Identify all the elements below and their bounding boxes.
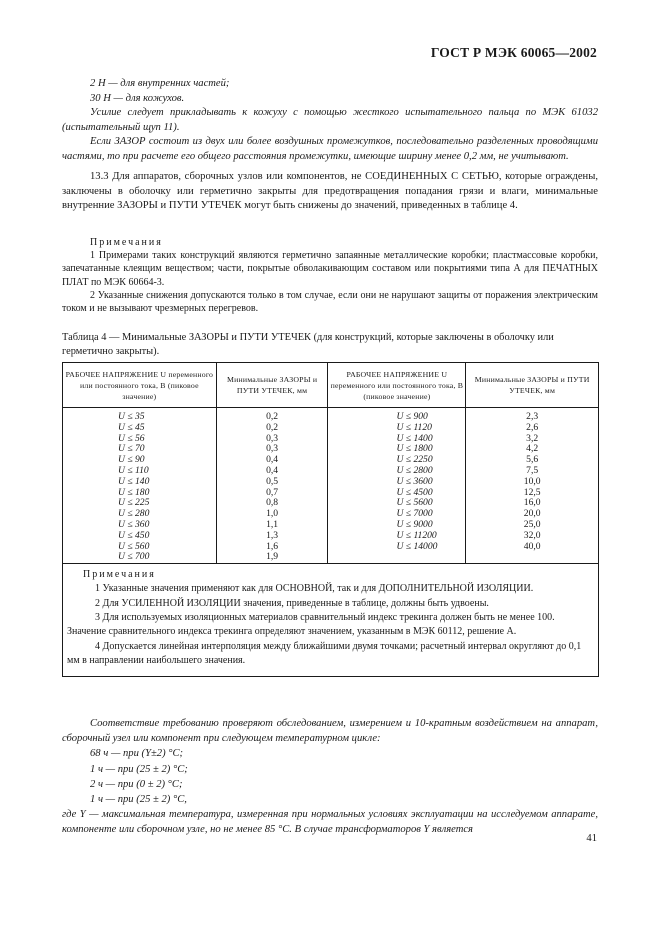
table-cell: 1,1 xyxy=(266,518,279,530)
table-cell: U ≤ 1120 xyxy=(396,421,432,433)
table-cell: U ≤ 2800 xyxy=(396,464,433,476)
table-cell: U ≤ 1800 xyxy=(396,443,433,455)
table-cell: 4,2 xyxy=(526,443,539,455)
table-cell: 0,5 xyxy=(266,475,279,487)
table-cell: U ≤ 280 xyxy=(118,508,150,520)
table-cell: U ≤ 1400 xyxy=(396,432,433,444)
table-cell: U ≤ 35 xyxy=(118,411,145,422)
intro-line-3: Усилие следует прикладывать к кожуху с помощью жесткого испытательного пальца по МЭК 61032 (испытательный щуп 11). xyxy=(62,107,598,133)
cycle-step-1: 68 ч — при (Y±2) °С; xyxy=(90,748,184,760)
table-cell: U ≤ 90 xyxy=(118,454,145,466)
document-header: ГОСТ Р МЭК 60065—2002 xyxy=(430,45,597,60)
table-cell: U ≤ 56 xyxy=(118,432,145,444)
table-cell: 40,0 xyxy=(523,540,541,552)
table-cell: 1,3 xyxy=(266,529,279,541)
table-cell: 1,9 xyxy=(266,551,279,563)
header-distance-left: Минимальные ЗАЗОРЫ и ПУТИ УТЕЧЕК, мм xyxy=(216,363,328,408)
table-note-2: 2 Для УСИЛЕННОЙ ИЗОЛЯЦИИ значения, приведенные в таблице, должны быть удвоены. xyxy=(95,597,489,609)
cycle-step-4: 1 ч — при (25 ± 2) °С, xyxy=(90,794,187,806)
table-cell: 5,6 xyxy=(526,454,539,466)
table-notes xyxy=(63,564,599,677)
notes-top-1: 1 Примерами таких конструкций являются герметично запаянные металлические коробки; пластмассовые коробки, запечатанные клеящим веществом; части, покрытые обволакивающим составом или покрытиями типа А для ПЕЧАТНЫХ ПЛАТ по МЭК 60664-3. xyxy=(62,250,598,288)
table-cell: U ≤ 7000 xyxy=(396,508,433,520)
header-voltage-left: РАБОЧЕЕ НАПРЯЖЕНИЕ U переменного или постоянного тока, В (пиковое значение) xyxy=(63,363,217,408)
table-cell: 0,2 xyxy=(266,411,279,422)
table-cell: U ≤ 450 xyxy=(118,529,150,541)
table-cell: 0,2 xyxy=(266,421,279,433)
table-cell: U ≤ 11200 xyxy=(396,529,437,541)
where-text: где Y — максимальная температура, измеренная при нормальных условиях эксплуатации на исследуемом аппарате, компоненте или сборочном узле, но не менее 85 °С. В случае трансформаторов Y является xyxy=(62,809,598,836)
cycle-step-2: 1 ч — при (25 ± 2) °С; xyxy=(90,763,188,775)
table-cell: 0,8 xyxy=(266,497,279,509)
table-cell: U ≤ 2250 xyxy=(396,454,433,466)
table-cell: 0,3 xyxy=(266,443,279,455)
table-cell: 0,3 xyxy=(266,432,279,444)
table-cell: 20,0 xyxy=(523,508,541,520)
intro-line-2: 30 Н — для кожухов. xyxy=(90,92,185,104)
notes-top-title: Примечания xyxy=(90,237,163,248)
table-cell: 7,5 xyxy=(526,464,539,476)
table-cell: 25,0 xyxy=(523,518,541,530)
intro-line-1: 2 Н — для внутренних частей; xyxy=(90,78,230,89)
compliance-block xyxy=(62,716,598,838)
intro-line-4: Если ЗАЗОР состоит из двух или более воздушных промежутков, последовательно разделенных проводящими частями, то при расчете его общего расстояния промежутки, имеющие ширину менее 0,2 мм, не учитывают. xyxy=(62,136,598,162)
header-distance-right: Минимальные ЗАЗОРЫ и ПУТИ УТЕЧЕК, мм xyxy=(466,363,599,408)
table-caption: Таблица 4 — Минимальные ЗАЗОРЫ и ПУТИ УТЕЧЕК (для конструкций, которые заключены в оболочку или герметично закрыты). xyxy=(62,332,554,357)
table-cell: U ≤ 14000 xyxy=(396,540,438,552)
table-cell: U ≤ 180 xyxy=(118,486,150,498)
table-cell: 3,2 xyxy=(526,432,539,444)
table-cell: U ≤ 140 xyxy=(118,475,150,487)
header-voltage-right: РАБОЧЕЕ НАПРЯЖЕНИЕ U переменного или постоянного тока, В (пиковое значение) xyxy=(328,363,466,408)
page-number: 41 xyxy=(586,833,597,844)
table-cell: 32,0 xyxy=(523,529,541,541)
notes-top xyxy=(62,236,598,315)
table-4 xyxy=(62,362,599,677)
left-distance-column xyxy=(216,408,328,564)
table-note-3: 3 Для используемых изоляционных материалов сравнительный индекс трекинга должен быть не менее 100. Значение сравнительного индекса трекинга определяют значением, указанным в МЭК 60112, решение А. xyxy=(67,612,555,638)
table-notes-row xyxy=(63,564,599,677)
table-notes-title: Примечания xyxy=(83,569,156,581)
left-voltage-column xyxy=(63,408,217,564)
table-cell: U ≤ 360 xyxy=(118,518,150,530)
table-cell: U ≤ 9000 xyxy=(396,518,433,530)
cycle-step-3: 2 ч — при (0 ± 2) °С; xyxy=(90,778,183,790)
table-cell: 16,0 xyxy=(523,497,541,509)
table-cell: U ≤ 4500 xyxy=(396,486,433,498)
table-cell: 0,4 xyxy=(266,454,279,466)
right-voltage-column xyxy=(328,408,466,564)
table-note-4: 4 Допускается линейная интерполяция между ближайшими двумя точками; расчетный интервал округляют до 0,1 мм в направлении наибольшего значения. xyxy=(67,640,582,666)
table-note-1: 1 Указанные значения применяют как для ОСНОВНОЙ, так и для ДОПОЛНИТЕЛЬНОЙ ИЗОЛЯЦИИ. xyxy=(95,583,534,595)
right-distance-column xyxy=(466,408,599,564)
table-values-row xyxy=(63,408,599,564)
table-cell: U ≤ 5600 xyxy=(396,497,433,509)
table-cell: U ≤ 110 xyxy=(118,464,149,476)
table-cell: U ≤ 700 xyxy=(118,551,150,563)
table-cell: U ≤ 225 xyxy=(118,497,150,509)
table-cell: 10,0 xyxy=(523,475,541,487)
section-text: 13.3 Для аппаратов, сборочных узлов или компонентов, не СОЕДИНЕННЫХ С СЕТЬЮ, которые ограждены, заключены в оболочку или герметично закрыты для предотвращения попадания грязи и влаги, минимальные внутренние ЗАЗОРЫ и ПУТИ УТЕЧЕК могут быть снижены до значений, приведенных в таблице 4. xyxy=(62,171,598,212)
table-cell: 2,6 xyxy=(526,421,539,433)
section-13-3 xyxy=(62,170,598,214)
table-cell: U ≤ 70 xyxy=(118,443,145,455)
table-cell: 0,7 xyxy=(266,486,279,498)
table-cell: 2,3 xyxy=(526,411,539,422)
table-cell: U ≤ 560 xyxy=(118,540,150,552)
table-cell: U ≤ 900 xyxy=(396,411,428,422)
notes-top-2: 2 Указанные снижения допускаются только в том случае, если они не нарушают защиты от поражения электрическим током и не вызывают чрезмерных перегревов. xyxy=(62,289,598,315)
table-header-row xyxy=(63,363,599,408)
table-cell: 12,5 xyxy=(523,486,541,498)
table-cell: U ≤ 45 xyxy=(118,421,145,433)
intro-block xyxy=(62,77,598,165)
table-cell: 0,4 xyxy=(266,464,279,476)
table-cell: 1,0 xyxy=(266,508,279,520)
table-cell: U ≤ 3600 xyxy=(396,475,433,487)
table-cell: 1,6 xyxy=(266,540,279,552)
compliance-text: Соответствие требованию проверяют обследованием, измерением и 10-кратным воздействием на аппарат, сборочный узел или компонент при следующем температурном цикле: xyxy=(62,718,598,745)
